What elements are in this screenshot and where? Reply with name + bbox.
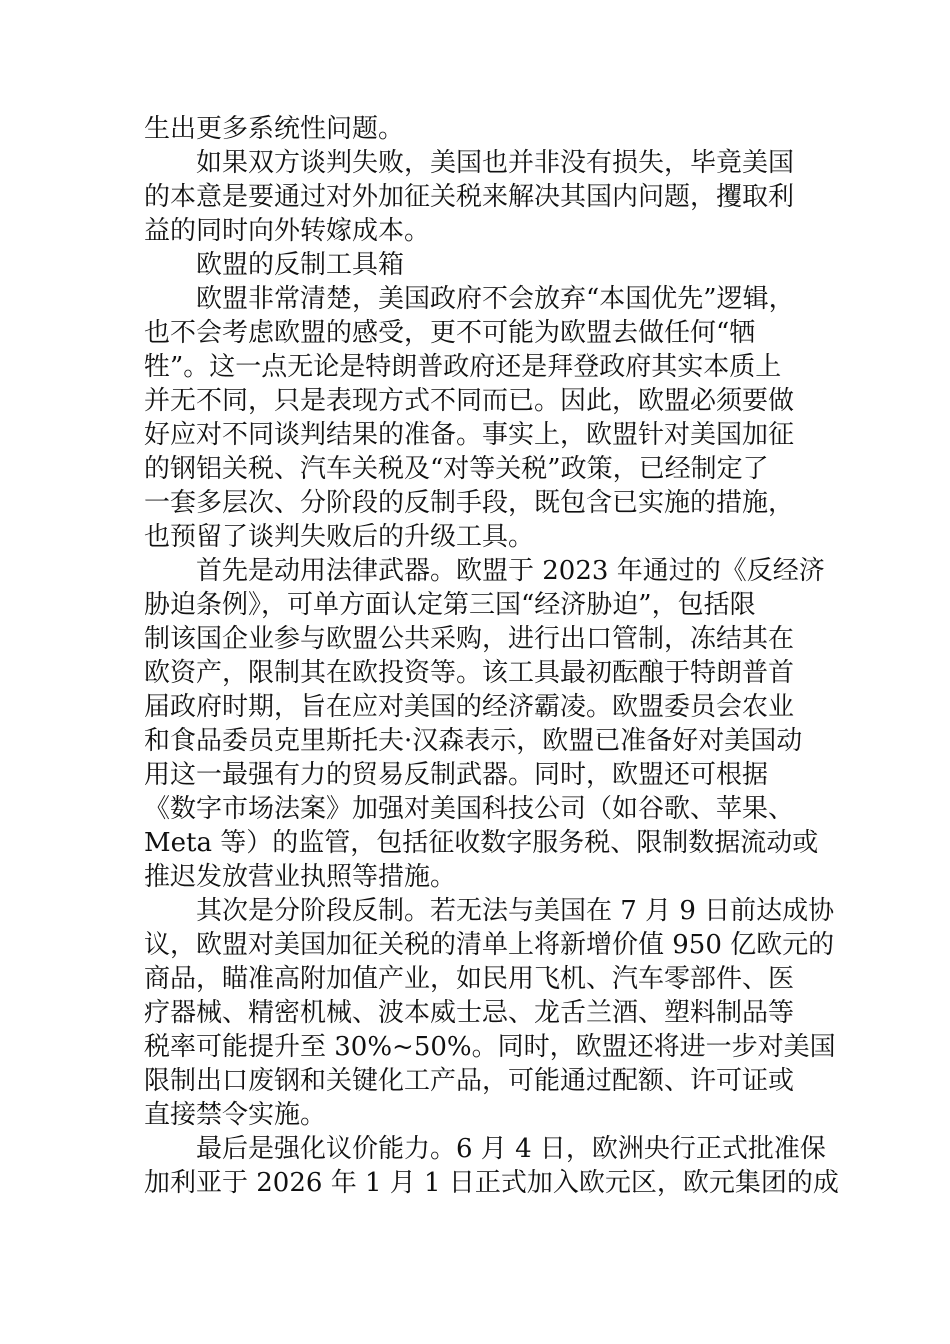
text-line: 商品，瞄准高附加值产业，如民用飞机、汽车零部件、医 — [144, 964, 795, 994]
text-line: 如果双方谈判失败，美国也并非没有损失，毕竟美国 — [196, 148, 795, 178]
text-line: 益的同时向外转嫁成本。 — [144, 216, 431, 246]
text-line: 最后是强化议价能力。6 月 4 日，欧洲央行正式批准保 — [196, 1134, 826, 1164]
text-line: 和食品委员克里斯托夫·汉森表示，欧盟已准备好对美国动 — [144, 726, 803, 756]
text-line: 一套多层次、分阶段的反制手段，既包含已实施的措施， — [144, 488, 795, 518]
text-line: 届政府时期，旨在应对美国的经济霸凌。欧盟委员会农业 — [144, 692, 795, 722]
text-line: 用这一最强有力的贸易反制武器。同时，欧盟还可根据 — [144, 760, 769, 790]
text-line: 限制出口废钢和关键化工产品，可能通过配额、许可证或 — [144, 1066, 795, 1096]
text-line: 其次是分阶段反制。若无法与美国在 7 月 9 日前达成协 — [196, 896, 835, 926]
text-line: 疗器械、精密机械、波本威士忌、龙舌兰酒、塑料制品等 — [144, 998, 795, 1028]
text-line: 直接禁令实施。 — [144, 1100, 327, 1130]
text-line: 税率可能提升至 30%~50%。同时，欧盟还将进一步对美国 — [144, 1032, 836, 1062]
text-line: 推迟发放营业执照等措施。 — [144, 862, 457, 892]
text-line: 好应对不同谈判结果的准备。事实上，欧盟针对美国加征 — [144, 420, 795, 450]
text-line: 的本意是要通过对外加征关税来解决其国内问题，攫取利 — [144, 182, 795, 212]
text-line: 欧资产，限制其在欧投资等。该工具最初酝酿于特朗普首 — [144, 658, 795, 688]
text-line: 加利亚于 2026 年 1 月 1 日正式加入欧元区，欧元集团的成 — [144, 1168, 839, 1198]
text-line: 胁迫条例》，可单方面认定第三国“经济胁迫”，包括限 — [144, 590, 756, 620]
text-line: 制该国企业参与欧盟公共采购，进行出口管制，冻结其在 — [144, 624, 795, 654]
text-line: 并无不同，只是表现方式不同而已。因此，欧盟必须要做 — [144, 386, 795, 416]
text-line: 议，欧盟对美国加征关税的清单上将新增价值 950 亿欧元的 — [144, 930, 835, 960]
text-line: 欧盟非常清楚，美国政府不会放弃“本国优先”逻辑， — [196, 284, 795, 314]
document-page — [144, 112, 839, 1200]
text-line: 也不会考虑欧盟的感受，更不可能为欧盟去做任何“牺 — [144, 318, 756, 348]
text-line: 首先是动用法律武器。欧盟于 2023 年通过的《反经济 — [196, 556, 825, 586]
text-line: Meta 等）的监管，包括征收数字服务税、限制数据流动或 — [144, 828, 819, 858]
text-line: 也预留了谈判失败后的升级工具。 — [144, 522, 535, 552]
section-heading: 欧盟的反制工具箱 — [196, 250, 405, 280]
text-line: 生出更多系统性问题。 — [144, 114, 405, 144]
text-line: 的钢铝关税、汽车关税及“对等关税”政策，已经制定了 — [144, 454, 769, 484]
text-line: 牲”。这一点无论是特朗普政府还是拜登政府其实本质上 — [144, 352, 782, 382]
text-line: 《数字市场法案》加强对美国科技公司（如谷歌、苹果、 — [144, 794, 795, 824]
